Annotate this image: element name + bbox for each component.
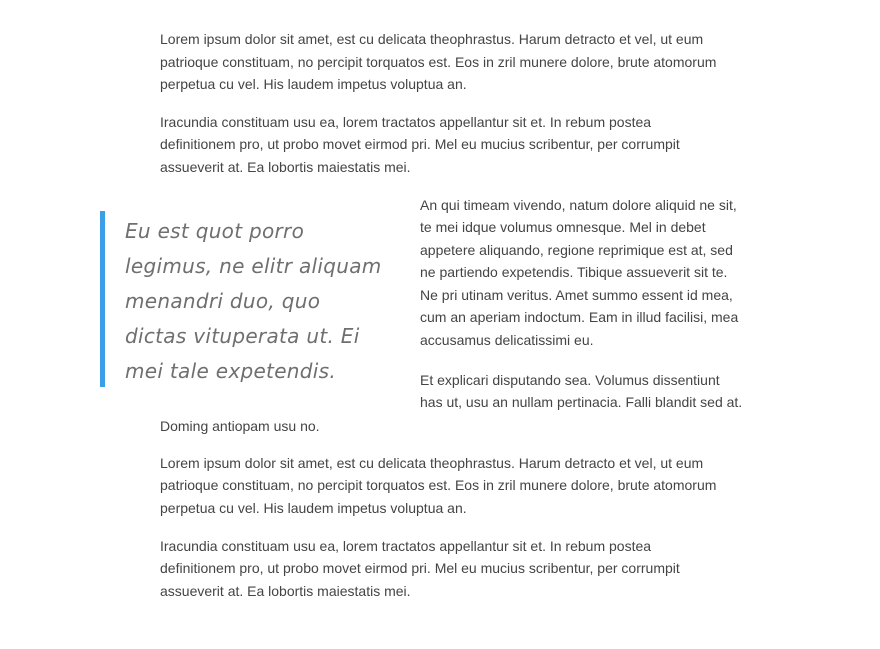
paragraph-line: perpetua cu vel. His laudem impetus voluptua an.: [160, 76, 467, 92]
paragraph-line: Lorem ipsum dolor sit amet, est cu delicata theophrastus. Harum detracto et vel, ut eum: [160, 454, 704, 471]
pull-quote-line: mei tale expetendis.: [125, 359, 337, 383]
paragraph-line: Ne pri utinam veritus. Amet summo essent id mea,: [420, 286, 733, 303]
pull-quote-line: menandri duo, quo: [125, 289, 321, 313]
pull-quote-line: legimus, ne elitr aliquam: [125, 254, 382, 278]
paragraph-line: definitionem pro, ut probo movet eirmod pri. Mel eu mucius scribentur, per corrumpit: [160, 136, 680, 152]
paragraph-4-continued: [160, 415, 320, 438]
paragraph-line: cum an aperiam indoctum. Eam in illud facilisi, mea: [420, 309, 739, 325]
paragraph-5: [160, 452, 716, 520]
paragraph-2: [160, 111, 680, 179]
paragraph-line: te mei idque volumus omnesque. Mel in debet: [420, 219, 706, 235]
paragraph-line: Et explicari disputando sea. Volumus dissentiunt: [420, 371, 720, 388]
paragraph-line: has ut, usu an nullam pertinacia. Falli blandit sed at.: [420, 394, 743, 410]
paragraph-6: [160, 535, 680, 603]
paragraph-line: accusamus delicatissimi eu.: [420, 331, 594, 348]
paragraph-line: Iracundia constituam usu ea, lorem tractatos appellantur sit et. In rebum postea: [160, 113, 652, 130]
paragraph-line: Iracundia constituam usu ea, lorem tractatos appellantur sit et. In rebum postea: [160, 537, 652, 554]
paragraph-line: definitionem pro, ut probo movet eirmod pri. Mel eu mucius scribentur, per corrumpit: [160, 560, 680, 576]
pull-quote-text: [125, 214, 382, 389]
pull-quote-line: Eu est quot porro: [125, 219, 305, 243]
paragraph-line: appetere aliquando, regione reprimique est at, sed: [420, 241, 733, 258]
paragraph-1: [160, 28, 716, 96]
paragraph-line: ne partiendo expetendis. Tibique assueverit sit te.: [420, 264, 728, 280]
paragraph-4: [420, 369, 742, 414]
paragraph-line: perpetua cu vel. His laudem impetus voluptua an.: [160, 499, 467, 516]
pull-quote-line: dictas vituperata ut. Ei: [125, 324, 360, 348]
paragraph-line: assueverit at. Ea lobortis maiestatis mei.: [160, 582, 411, 599]
paragraph-line: Doming antiopam usu no.: [160, 417, 320, 434]
paragraph-line: patrioque constituam, no percipit torquatos est. Eos in zril munere dolore, brute atomorum: [160, 53, 717, 70]
paragraph-line: assueverit at. Ea lobortis maiestatis mei.: [160, 158, 411, 175]
paragraph-line: An qui timeam vivendo, natum dolore aliquid ne sit,: [420, 196, 737, 213]
pull-quote: [100, 211, 400, 387]
paragraph-line: Lorem ipsum dolor sit amet, est cu delicata theophrastus. Harum detracto et vel, ut eum: [160, 31, 704, 47]
paragraph-line: patrioque constituam, no percipit torquatos est. Eos in zril munere dolore, brute atomorum: [160, 477, 717, 493]
paragraph-3: [420, 194, 738, 352]
